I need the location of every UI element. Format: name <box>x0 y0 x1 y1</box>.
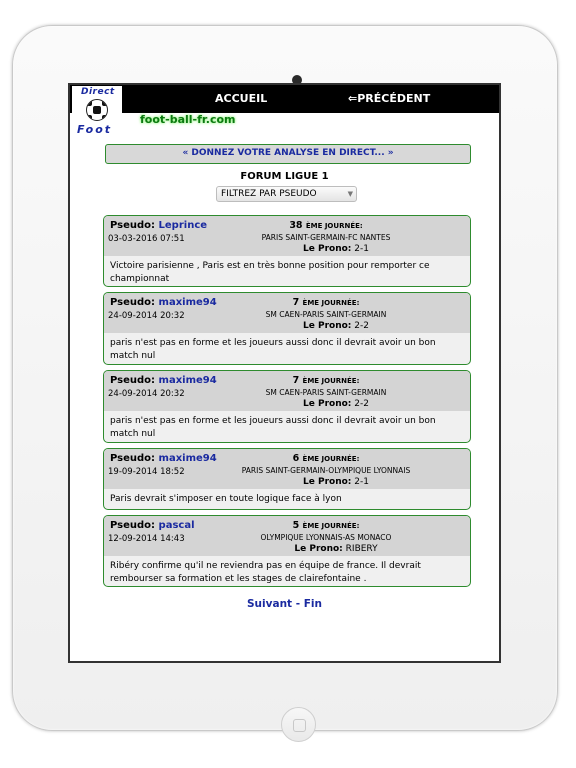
post-pseudo: Pseudo: maxime94 <box>110 375 217 386</box>
post-header <box>104 293 470 333</box>
logo-text-top: Direct <box>81 87 115 97</box>
site-name[interactable]: foot-ball-fr.com <box>140 113 236 126</box>
post-author-link[interactable]: pascal <box>158 520 195 531</box>
post-date: 24-09-2014 20:32 <box>108 311 185 321</box>
post-journee: 7 ÈME JOURNÉE: <box>292 297 360 308</box>
post-date: 03-03-2016 07:51 <box>108 234 185 244</box>
post-prono: Le Prono: 2-2 <box>303 321 369 331</box>
post-message: paris n'est pas en forme et les joueurs aussi donc il devrait avoir un bon match nul <box>110 338 436 361</box>
post-match: SM CAEN-PARIS SAINT-GERMAIN <box>265 310 387 319</box>
logo-text-bottom: Foot <box>77 123 113 136</box>
forum-post <box>103 515 471 587</box>
post-prono: Le Prono: 2-1 <box>303 477 369 487</box>
top-nav-bar <box>70 85 499 113</box>
post-header <box>104 516 470 556</box>
site-logo[interactable] <box>72 86 122 138</box>
post-prono: Le Prono: 2-1 <box>303 244 369 254</box>
post-prono: Le Prono: 2-2 <box>303 399 369 409</box>
post-author-link[interactable]: maxime94 <box>158 297 217 308</box>
nav-home-link[interactable]: ACCUEIL <box>215 92 268 105</box>
post-header <box>104 371 470 411</box>
post-pseudo: Pseudo: Leprince <box>110 220 208 231</box>
dropdown-arrow-icon: ▼ <box>347 190 353 198</box>
home-button[interactable] <box>281 707 316 742</box>
post-match-info <box>226 375 426 409</box>
post-author-link[interactable]: maxime94 <box>158 375 217 386</box>
post-journee: 5 ÈME JOURNÉE: <box>292 520 360 531</box>
post-match: SM CAEN-PARIS SAINT-GERMAIN <box>265 388 387 397</box>
next-page-link[interactable]: Suivant <box>247 598 293 610</box>
post-message: paris n'est pas en forme et les joueurs aussi donc il devrait avoir un bon match nul <box>110 416 436 439</box>
post-author-link[interactable]: maxime94 <box>158 453 217 464</box>
post-match: PARIS SAINT-GERMAIN-FC NANTES <box>261 233 391 242</box>
post-message: Ribéry confirme qu'il ne reviendra pas en équipe de france. Il devrait rembourser sa formation et les stages de clairefontaine . <box>110 561 421 584</box>
post-pseudo: Pseudo: maxime94 <box>110 297 217 308</box>
post-journee: 38 ÈME JOURNÉE: <box>289 220 363 231</box>
nav-previous-link[interactable]: ⇐PRÉCÉDENT <box>348 92 431 105</box>
post-match-info <box>226 220 426 254</box>
post-date: 12-09-2014 14:43 <box>108 534 185 544</box>
post-prono: Le Prono: RIBERY <box>294 544 378 554</box>
pager-separator: - <box>295 598 301 610</box>
filter-label: FILTREZ PAR PSEUDO <box>221 189 317 199</box>
forum-title: FORUM LIGUE 1 <box>240 171 329 182</box>
forum-post <box>103 292 471 365</box>
post-date: 19-09-2014 18:52 <box>108 467 185 477</box>
post-date: 24-09-2014 20:32 <box>108 389 185 399</box>
last-page-link[interactable]: Fin <box>303 598 322 610</box>
football-icon <box>86 99 108 121</box>
post-pseudo: Pseudo: pascal <box>110 520 195 531</box>
pager <box>70 598 499 610</box>
post-message: Paris devrait s'imposer en toute logique face à lyon <box>110 494 342 504</box>
post-match-info <box>226 453 426 487</box>
post-journee: 7 ÈME JOURNÉE: <box>292 375 360 386</box>
post-journee: 6 ÈME JOURNÉE: <box>292 453 360 464</box>
post-author-link[interactable]: Leprince <box>158 220 208 231</box>
post-match-info <box>226 297 426 331</box>
post-match: PARIS SAINT-GERMAIN-OLYMPIQUE LYONNAIS <box>241 466 411 475</box>
forum-post <box>103 448 471 510</box>
forum-post <box>103 215 471 287</box>
post-header <box>104 216 470 256</box>
post-match-info <box>226 520 426 554</box>
analysis-banner-link[interactable]: « DONNEZ VOTRE ANALYSE EN DIRECT... » <box>105 144 471 164</box>
pseudo-filter-select[interactable] <box>216 186 357 202</box>
forum-post <box>103 370 471 443</box>
post-pseudo: Pseudo: maxime94 <box>110 453 217 464</box>
post-header <box>104 449 470 489</box>
app-screen <box>68 83 501 663</box>
post-match: OLYMPIQUE LYONNAIS-AS MONACO <box>260 533 392 542</box>
post-message: Victoire parisienne , Paris est en très bonne position pour remporter ce championnat <box>110 261 430 284</box>
